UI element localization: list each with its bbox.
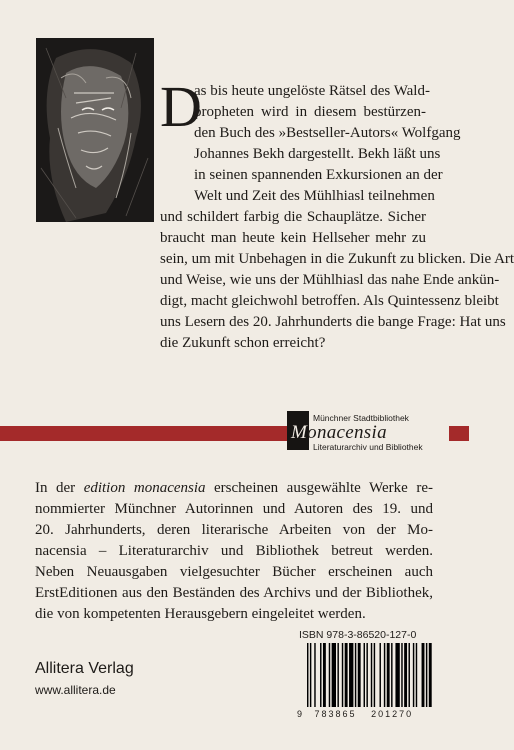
blurb-line: propheten wird in diesem bestürzen- [194,104,426,120]
barcode-bar [387,643,390,707]
blurb-line: uns Lesern des 20. Jahrhunderts die bange Frage: Hat uns [160,314,506,330]
barcode-bar [422,643,425,707]
edition-line: ErstEditionen aus den Beständen des Archivs und der Bibliothek, [35,585,433,601]
barcode-bar [366,643,367,707]
barcode-bar [409,643,410,707]
barcode-bar [355,643,356,707]
barcode-bar [374,643,375,707]
edition-line: die von kompetenten Herausgebern eingeleitet werden. [35,606,366,622]
blurb-line: den Buch des »Bestseller-Autors« Wolfgang [194,125,461,141]
blurb-line: digt, macht gleichwohl betroffen. Als Quintessenz bleibt [160,293,499,309]
barcode-bar [307,643,308,707]
publisher-url[interactable]: www.allitera.de [35,683,116,697]
barcode-bar [364,643,365,707]
barcode-bar [345,643,348,707]
barcode-bar [401,643,402,707]
blurb-line: sein, um mit Unbehagen in die Zukunft zu blicken. Die Art [160,251,514,267]
barcode-bar [384,643,385,707]
barcode-block [297,629,437,724]
ean-barcode [297,643,437,711]
barcode-bar [413,643,414,707]
logo-line-archive: Literaturarchiv und Bibliothek [313,442,423,452]
monacensia-logo [287,411,449,450]
edition-line: nommierter Münchner Autorinnen und Autoren des 19. und [35,501,433,517]
edition-line: 20. Jahrhunderts, deren literarische Arbeiten von der Mo- [35,522,433,538]
barcode-bar [329,643,330,707]
barcode-digits-left: 783865 [314,709,357,719]
blurb-line: und Weise, wie uns der Mühlhiasl das nahe Ende ankün- [160,272,500,288]
barcode-bar [320,643,321,707]
logo-wordmark-rest: onacensia [307,422,387,443]
barcode-bar [380,643,381,707]
blurb-text-full [160,207,514,354]
barcode-digits-right: 201270 [371,709,414,719]
edition-line [35,478,433,499]
publisher-name: Allitera Verlag [35,660,134,677]
edition-line-suffix: erscheinen ausgewählte Werke re- [205,480,433,496]
logo-wordmark [291,422,387,444]
blurb-line: in seinen spannenden Exkursionen an der [194,167,443,183]
blurb-line: und schildert farbig die Schauplätze. Sicher [160,209,426,225]
isbn-text: ISBN 978-3-86520-127-0 [299,629,417,641]
edition-line: nacensia – Literaturarchiv und Bibliothek betreut werden. [35,543,433,559]
edition-series-name: edition monacensia [83,480,206,496]
logo-initial: M [291,422,308,443]
barcode-bar [429,643,432,707]
barcode-bar [371,643,372,707]
barcode-bar [310,643,311,707]
blurb-text-indented [194,81,461,207]
blurb-line: die Zukunft schon erreicht? [160,335,326,351]
cover-portrait-drawing [36,38,154,222]
barcode-bar [314,643,315,707]
logo-line-library: Münchner Stadtbibliothek [313,413,409,423]
blurb-line: Johannes Bekh dargestellt. Bekh läßt uns [194,146,441,162]
blurb-line: braucht man heute kein Hellseher mehr zu [160,230,426,246]
barcode-bar [323,643,326,707]
barcode-bar [358,643,361,707]
drop-cap: D [160,74,202,139]
edition-line-prefix: In der [35,480,84,496]
edition-note [35,478,433,625]
barcode-bar [395,643,399,707]
barcode-bar [391,643,392,707]
blurb-line: Welt und Zeit des Mühlhiasl teilnehmen [194,188,435,204]
barcode-bar [342,643,343,707]
barcode-bar [332,643,336,707]
barcode-bar [349,643,353,707]
barcode-bar [416,643,417,707]
edition-line: Neben Neuausgaben vielgesuchter Bücher erscheinen auch [35,564,433,580]
blurb-line: as bis heute ungelöste Rätsel des Wald- [194,83,430,99]
barcode-digits [297,709,437,719]
barcode-bar [337,643,338,707]
barcode-bar [404,643,407,707]
barcode-digit-first: 9 [297,709,303,719]
barcode-bar [426,643,427,707]
